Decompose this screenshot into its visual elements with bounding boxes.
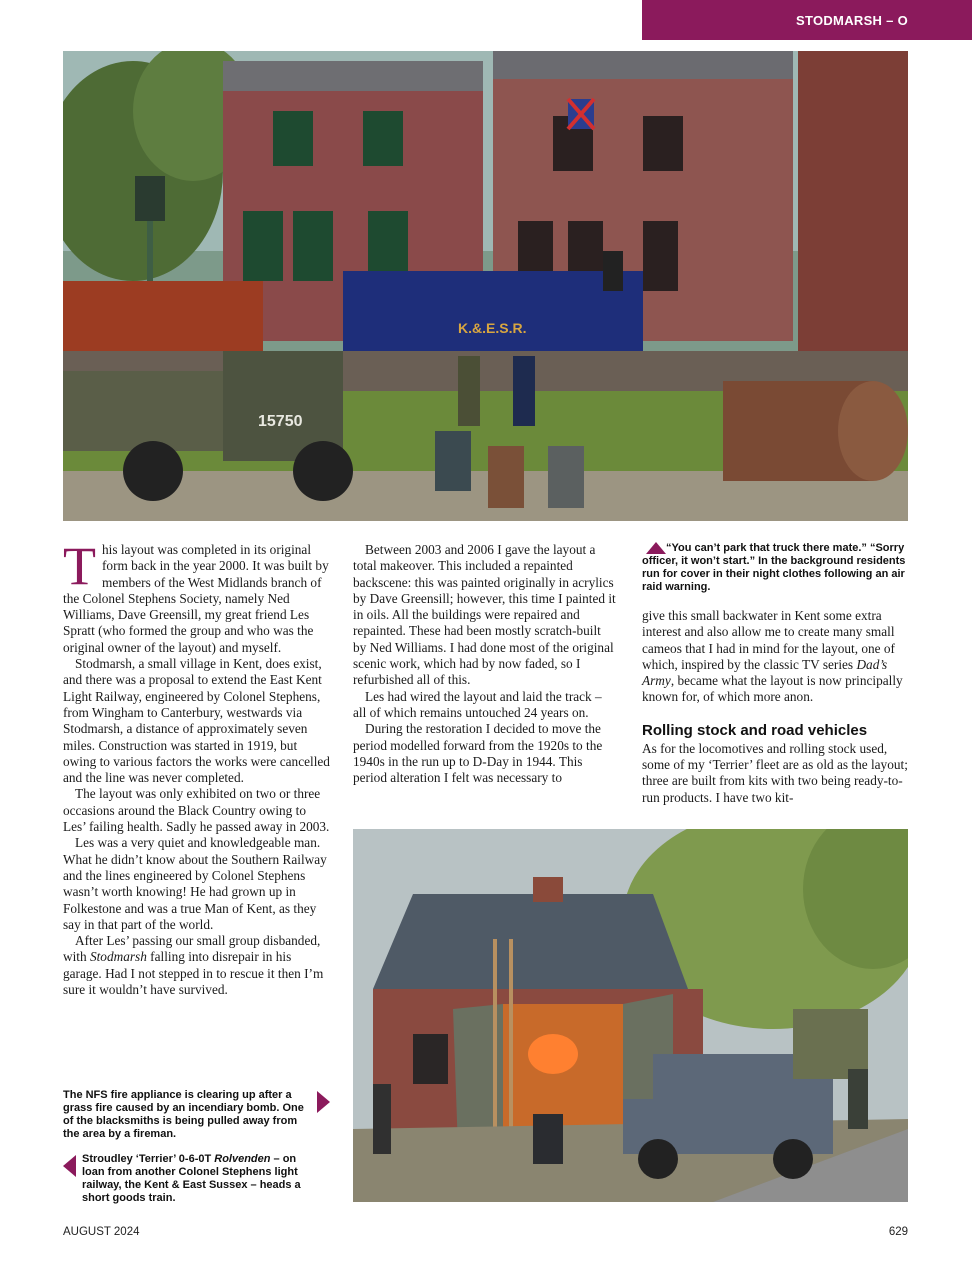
paragraph-5: After Les’ passing our small group disbanded, with Stodmarsh falling into disrepair in his garage. Had I not stepped in to rescue it then I’m sure it wouldn’t have survived. (63, 933, 324, 998)
paragraph-3: The layout was only exhibited on two or three occasions around the Black Country owing to Les’ failing health. Sadly he passed away in 2003. (63, 786, 330, 835)
subheading: Rolling stock and road vehicles (642, 721, 868, 739)
bottom-photo-forge-scene (353, 829, 908, 1202)
truck-number: 15750 (258, 413, 303, 430)
paragraph-4: Les was a very quiet and knowledgeable man. What he didn’t know about the Southern Railway and the lines engineered by Colonel Stephens wasn’t worth knowing! He had grown up in Folkestone and was a true Man of Kent, as they say in that part of the world. (63, 835, 327, 932)
footer-issue-date: AUGUST 2024 (63, 1226, 140, 1238)
caption-top-photo: “You can’t park that truck there mate.” “Sorry officer, it won’t start.” In the background residents run for cover in their night clothes following an air raid warning. (642, 542, 906, 593)
article-column-2 (353, 542, 617, 786)
caption-terrier-loco: Stroudley ‘Terrier’ 0-6-0T Rolvenden – on loan from another Colonel Stephens light railway, the Kent & East Sussex – heads a short goods train. (82, 1153, 301, 1204)
paragraph-7: Les had wired the layout and laid the track – all of which remains untouched 24 years on. (353, 688, 602, 720)
article-column-3 (642, 608, 908, 806)
paragraph-8: During the restoration I decided to move the period modelled forward from the 1920s to the 1940s in the run up to D-Day in 1944. This period alteration I felt was necessary to (353, 721, 603, 786)
paragraph-1: This layout was completed in its original form back in the year 2000. It was built by members of the West Midlands branch of the Colonel Stephens Society, namely Ned Williams, Dave Greensill, my great friend Les Spratt (who formed the group and who was the original owner of the layout) and myself. (63, 536, 329, 655)
footer-page-number: 629 (888, 1226, 908, 1238)
caption-pointer-left-icon (63, 1155, 76, 1177)
paragraph-9: give this small backwater in Kent some extra interest and also allow me to create many small cameos that I had in mind for the layout, one of which, inspired by the classic TV series Dad’s Army, became what the layout is now principally known for, of which more anon. (642, 608, 903, 705)
paragraph-6: Between 2003 and 2006 I gave the layout a total makeover. This included a repainted backscene: this was painted originally in acrylics by Dave Greensill; however, this time I painted it in oils. All the buildings were repaired and repainted. These had been mostly scratch-built by Ned Williams. I had done most of the original scenic work, which had by now faded, so I refurbished all of this. (353, 542, 616, 688)
section-header-tab (642, 0, 972, 40)
caption-pointer-right-icon (317, 1091, 330, 1113)
drop-cap: T (63, 536, 96, 596)
section-label: STODMARSH – O (795, 12, 908, 28)
paragraph-2: Stodmarsh, a small village in Kent, does exist, and there was a proposal to extend the East Kent Light Railway, engineered by Colonel Stephens, from Wingham to Canterbury, westwards via Stodmarsh, a distance of approximately seven miles. Construction was started in 1919, but owing to various factors the works were cancelled and the line was never completed. (63, 656, 330, 786)
caption-fire-appliance: The NFS fire appliance is clearing up after a grass fire caused by an incendiary bomb. One of the blacksmiths is being pulled away from the area by a fireman. (63, 1089, 304, 1140)
article-column-1 (63, 536, 331, 998)
loco-lettering: K.&.E.S.R. (458, 320, 527, 336)
paragraph-10: As for the locomotives and rolling stock used, some of my ‘Terrier’ fleet are as old as the layout; three are built from kits with two being ready-to-run products. I have two kit- (642, 740, 908, 805)
top-photo-street-scene (63, 51, 908, 521)
